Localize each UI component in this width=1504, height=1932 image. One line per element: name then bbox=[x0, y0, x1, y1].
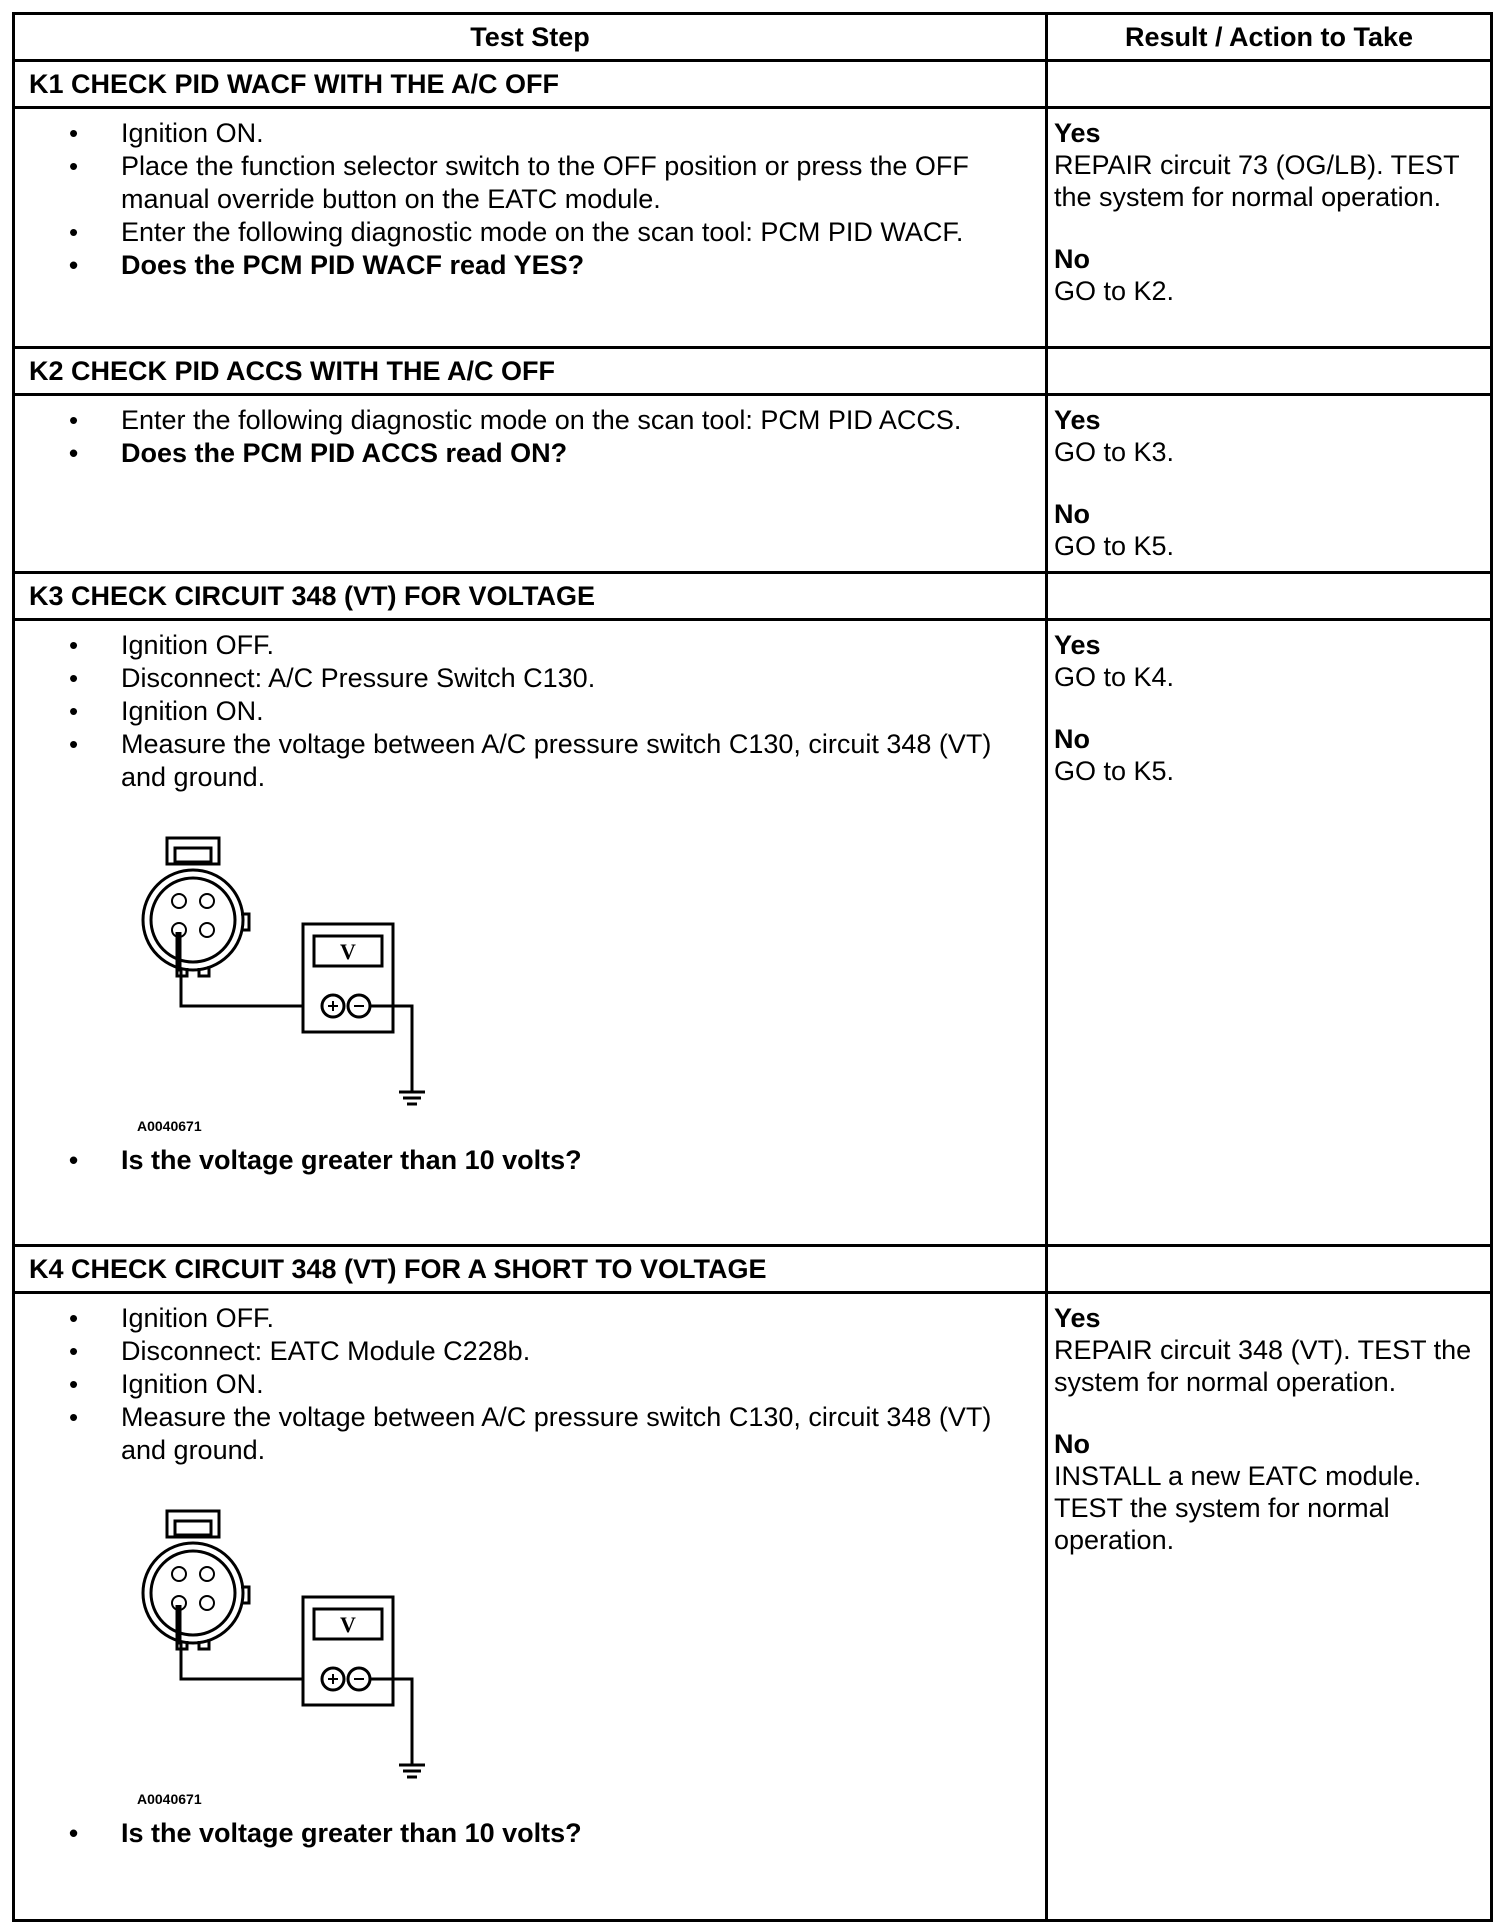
test-step-table bbox=[12, 12, 1493, 1922]
step-question: • Is the voltage greater than 10 volts? bbox=[69, 1818, 582, 1848]
step-title-k2: K2 CHECK PID ACCS WITH THE A/C OFF bbox=[14, 348, 1047, 395]
step-title-k1: K1 CHECK PID WACF WITH THE A/C OFF bbox=[14, 61, 1047, 108]
bullet-icon: • bbox=[69, 438, 79, 468]
list-item: • Measure the voltage between A/C pressure switch C130, circuit 348 (VT) and ground. bbox=[69, 729, 992, 792]
step-title-result-blank-k3 bbox=[1047, 573, 1492, 620]
no-label: No bbox=[1054, 244, 1090, 274]
bullet-icon: • bbox=[69, 696, 79, 726]
bullet-icon: • bbox=[69, 1336, 79, 1366]
step-list-k1 bbox=[15, 109, 1045, 282]
list-item: • Measure the voltage between A/C pressure switch C130, circuit 348 (VT) and ground. bbox=[69, 1402, 992, 1465]
figure-id: A0040671 bbox=[137, 1118, 202, 1134]
no-label: No bbox=[1054, 1429, 1090, 1459]
yes-label: Yes bbox=[1054, 630, 1101, 660]
yes-action: REPAIR circuit 73 (OG/LB). TEST the system for normal operation. bbox=[1054, 150, 1460, 212]
step-title-result-blank-k1 bbox=[1047, 61, 1492, 108]
step-body-k4 bbox=[14, 1293, 1047, 1921]
bullet-icon: • bbox=[69, 405, 79, 435]
yes-action: GO to K3. bbox=[1054, 437, 1175, 467]
no-action: GO to K5. bbox=[1054, 756, 1175, 786]
step-question: • Does the PCM PID WACF read YES? bbox=[69, 250, 585, 280]
step-body-k3 bbox=[14, 620, 1047, 1246]
step-list-k3 bbox=[15, 621, 1045, 794]
step-question-list-k4 bbox=[15, 1815, 1045, 1850]
list-item: • Enter the following diagnostic mode on the scan tool: PCM PID WACF. bbox=[69, 217, 964, 247]
list-item: • Ignition OFF. bbox=[69, 1303, 275, 1333]
meter-label: V bbox=[340, 1612, 356, 1637]
bullet-icon: • bbox=[69, 1402, 79, 1432]
list-item: • Ignition ON. bbox=[69, 1369, 264, 1399]
bullet-icon: • bbox=[69, 250, 79, 280]
connector-voltmeter-icon bbox=[137, 828, 457, 1118]
step-body-k2 bbox=[14, 395, 1047, 573]
step-title-result-blank-k2 bbox=[1047, 348, 1492, 395]
figure-id: A0040671 bbox=[137, 1791, 202, 1807]
diagnostic-page bbox=[12, 12, 1490, 1918]
list-item: • Ignition OFF. bbox=[69, 630, 275, 660]
voltmeter-diagram-k4 bbox=[137, 1501, 457, 1791]
step-body-row-k3 bbox=[14, 620, 1492, 1246]
step-title-k3: K3 CHECK CIRCUIT 348 (VT) FOR VOLTAGE bbox=[14, 573, 1047, 620]
step-result-k4 bbox=[1047, 1293, 1492, 1921]
header-result-action: Result / Action to Take bbox=[1047, 14, 1492, 61]
step-body-row-k2 bbox=[14, 395, 1492, 573]
list-item: • Place the function selector switch to the OFF position or press the OFF manual override button on the EATC module. bbox=[69, 151, 969, 214]
step-result-k2 bbox=[1047, 395, 1492, 573]
step-title-row-k4 bbox=[14, 1246, 1492, 1293]
bullet-icon: • bbox=[69, 1303, 79, 1333]
header-test-step: Test Step bbox=[14, 14, 1047, 61]
step-title-k4: K4 CHECK CIRCUIT 348 (VT) FOR A SHORT TO VOLTAGE bbox=[14, 1246, 1047, 1293]
bullet-icon: • bbox=[69, 151, 79, 181]
voltmeter-diagram-k3 bbox=[137, 828, 457, 1118]
no-action: GO to K2. bbox=[1054, 276, 1175, 306]
bullet-icon: • bbox=[69, 1369, 79, 1399]
step-question: • Does the PCM PID ACCS read ON? bbox=[69, 438, 568, 468]
bullet-icon: • bbox=[69, 1145, 79, 1175]
yes-action: REPAIR circuit 348 (VT). TEST the system for normal operation. bbox=[1054, 1335, 1472, 1397]
step-title-result-blank-k4 bbox=[1047, 1246, 1492, 1293]
no-action: INSTALL a new EATC module. TEST the system for normal operation. bbox=[1054, 1461, 1422, 1555]
meter-label: V bbox=[340, 939, 356, 964]
step-body-k1 bbox=[14, 108, 1047, 348]
list-item: • Ignition ON. bbox=[69, 118, 264, 148]
step-question-list-k3 bbox=[15, 1142, 1045, 1177]
step-list-k2 bbox=[15, 396, 1045, 470]
no-action: GO to K5. bbox=[1054, 531, 1175, 561]
step-title-row-k2 bbox=[14, 348, 1492, 395]
yes-label: Yes bbox=[1054, 1303, 1101, 1333]
bullet-icon: • bbox=[69, 663, 79, 693]
yes-action: GO to K4. bbox=[1054, 662, 1175, 692]
yes-label: Yes bbox=[1054, 118, 1101, 148]
table-header-row bbox=[14, 14, 1492, 61]
bullet-icon: • bbox=[69, 1818, 79, 1848]
no-label: No bbox=[1054, 499, 1090, 529]
yes-label: Yes bbox=[1054, 405, 1101, 435]
connector-voltmeter-icon bbox=[137, 1501, 457, 1791]
bullet-icon: • bbox=[69, 118, 79, 148]
step-result-k3 bbox=[1047, 620, 1492, 1246]
step-list-k4 bbox=[15, 1294, 1045, 1467]
bullet-icon: • bbox=[69, 630, 79, 660]
step-body-row-k1 bbox=[14, 108, 1492, 348]
step-question: • Is the voltage greater than 10 volts? bbox=[69, 1145, 582, 1175]
step-body-row-k4 bbox=[14, 1293, 1492, 1921]
step-title-row-k1 bbox=[14, 61, 1492, 108]
list-item: • Enter the following diagnostic mode on the scan tool: PCM PID ACCS. bbox=[69, 405, 962, 435]
list-item: • Disconnect: A/C Pressure Switch C130. bbox=[69, 663, 596, 693]
bullet-icon: • bbox=[69, 729, 79, 759]
step-result-k1 bbox=[1047, 108, 1492, 348]
step-title-row-k3 bbox=[14, 573, 1492, 620]
list-item: • Ignition ON. bbox=[69, 696, 264, 726]
no-label: No bbox=[1054, 724, 1090, 754]
list-item: • Disconnect: EATC Module C228b. bbox=[69, 1336, 531, 1366]
bullet-icon: • bbox=[69, 217, 79, 247]
